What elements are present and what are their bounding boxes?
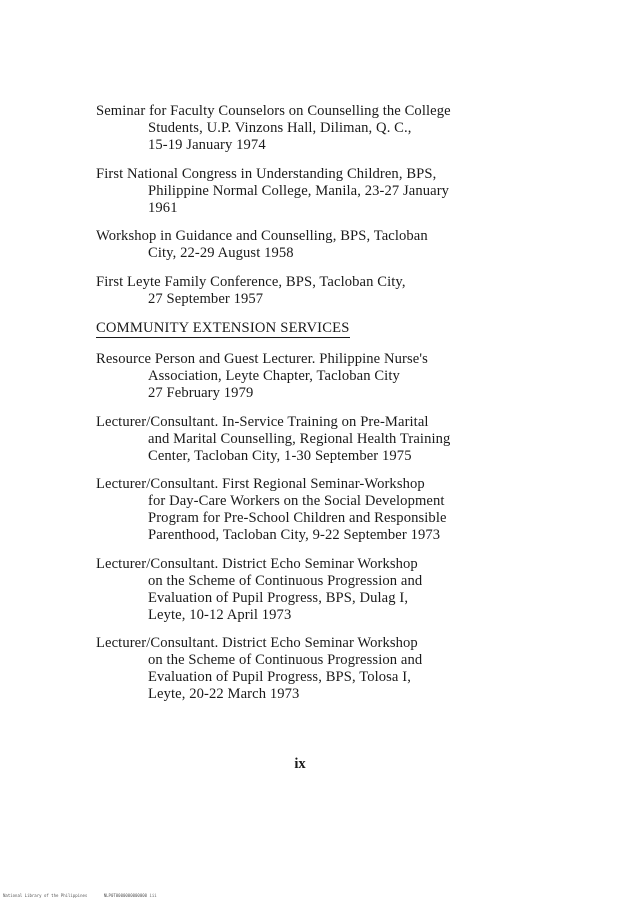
entry-item: [96, 351, 566, 402]
entry-first-line: Seminar for Faculty Counselors on Counselling the College: [96, 103, 451, 119]
entry-first-line: First Leyte Family Conference, BPS, Tacloban City,: [96, 273, 406, 290]
footer-catalog-code: NLP0T0000000000000 iii: [103, 893, 157, 898]
entry-item: [96, 556, 566, 624]
entries-list: [96, 103, 566, 715]
entry-first-line: Lecturer/Consultant. First Regional Seminar-Workshop: [96, 476, 425, 492]
entry-item: [96, 166, 566, 217]
entry-continuation-line: Program for Pre-School Children and Responsible: [148, 510, 447, 526]
entry-continuation-line: on the Scheme of Continuous Progression and: [148, 652, 423, 668]
community-extension-entries: [96, 351, 566, 703]
entry-continuation-line: on the Scheme of Continuous Progression and: [148, 572, 423, 589]
entry-continuation-line: City, 22-29 August 1958: [148, 245, 294, 261]
entry-first-line: Workshop in Guidance and Counselling, BPS, Tacloban: [96, 228, 428, 244]
entry-continuation-line: Philippine Normal College, Manila, 23-27 January: [148, 182, 450, 199]
entry-continuation-line: and Marital Counselling, Regional Health Training: [148, 430, 451, 447]
entry-continuation-line: Leyte, 20-22 March 1973: [148, 686, 300, 702]
entry-first-line: First National Congress in Understanding Children, BPS,: [96, 165, 437, 182]
entry-continuation-line: 15-19 January 1974: [148, 137, 266, 153]
page-number: ix: [294, 756, 306, 772]
entry-continuation-line: Evaluation of Pupil Progress, BPS, Tolosa I,: [148, 669, 411, 685]
section-heading: COMMUNITY EXTENSION SERVICES: [96, 320, 350, 336]
entry-first-line: Lecturer/Consultant. District Echo Seminar Workshop: [96, 555, 418, 572]
training-entries: [96, 103, 566, 308]
entry-first-line: Lecturer/Consultant. District Echo Seminar Workshop: [96, 635, 418, 651]
entry-item: [96, 103, 566, 154]
entry-first-line: Resource Person and Guest Lecturer. Philippine Nurse's: [96, 351, 428, 367]
entry-continuation-line: 1961: [148, 199, 178, 216]
entry-item: [96, 476, 566, 544]
entry-continuation-line: Leyte, 10-12 April 1973: [148, 606, 292, 623]
entry-continuation-line: 27 February 1979: [148, 385, 254, 401]
entry-continuation-line: 27 September 1957: [148, 290, 264, 307]
entry-continuation-line: Parenthood, Tacloban City, 9-22 September 1973: [148, 527, 441, 543]
entry-continuation-line: for Day-Care Workers on the Social Development: [148, 493, 445, 509]
entry-continuation-line: Evaluation of Pupil Progress, BPS, Dulag I,: [148, 589, 409, 606]
entry-first-line: Lecturer/Consultant. In-Service Training on Pre-Marital: [96, 413, 429, 430]
entry-continuation-line: Association, Leyte Chapter, Tacloban City: [148, 368, 400, 384]
entry-item: [96, 274, 566, 308]
footer-stamp: [3, 893, 157, 898]
footer-library-name: National Library of the Philippines: [3, 893, 88, 898]
entry-continuation-line: Center, Tacloban City, 1-30 September 1975: [148, 447, 412, 464]
entry-item: [96, 635, 566, 703]
entry-continuation-line: Students, U.P. Vinzons Hall, Diliman, Q. C.,: [148, 120, 412, 136]
entry-item: [96, 228, 566, 262]
entry-item: [96, 414, 566, 465]
